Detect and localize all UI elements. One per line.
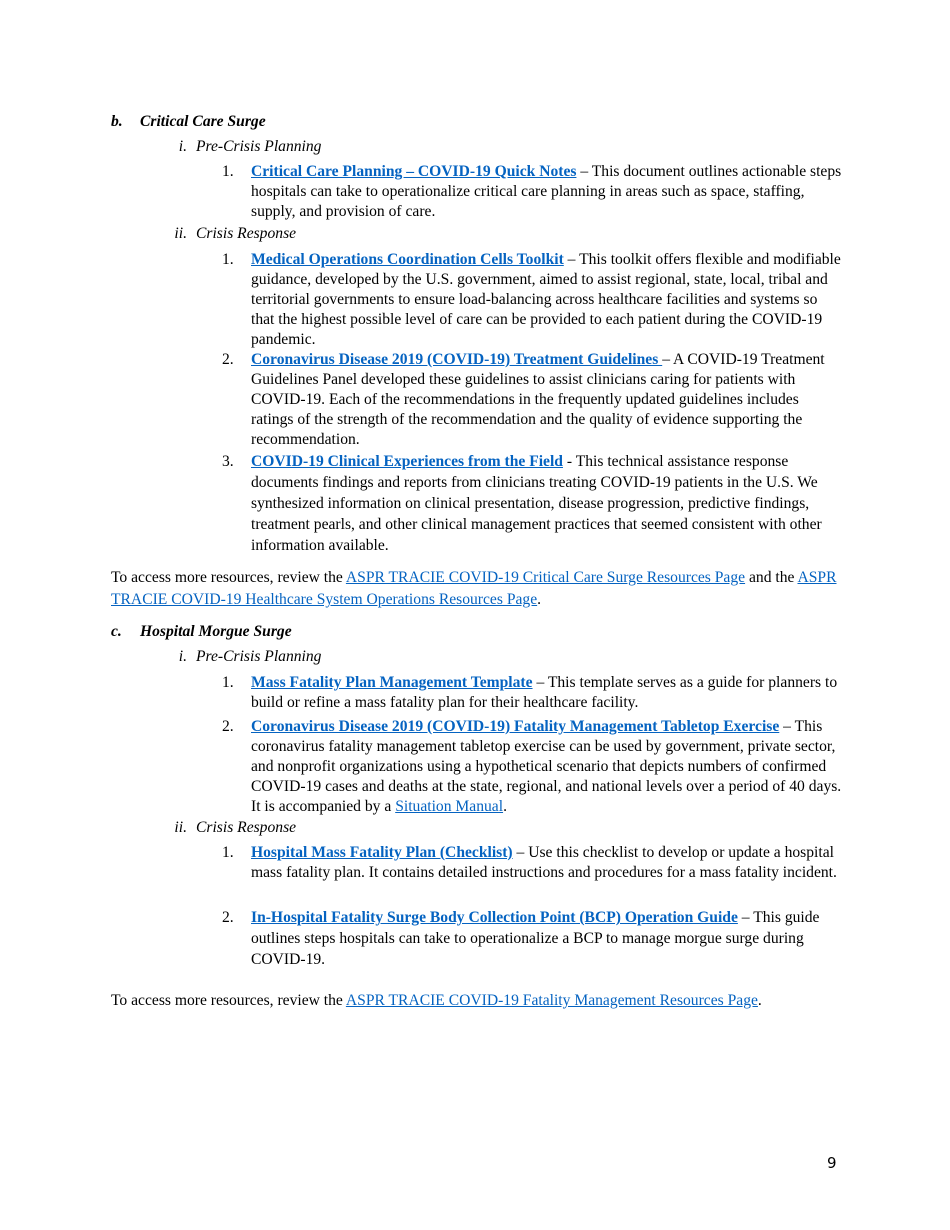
item-description: – A COVID-19 Treatment Guidelines Panel developed these guidelines to assist clinicians caring for patients with COVID-19. Each of the recommendations in the frequently updated guidelines includes ratings of the strength of the recommendation and the quality of evidence supporting the recommendation. <box>251 351 825 448</box>
item-description: – This toolkit offers flexible and modifiable guidance, developed by the U.S. government, aimed to assist regional, state, local, tribal and territorial governments to ensure load-balancing across healthcare facilities and systems so that the highest possible level of care can be provided to each patient during the COVID-19 pandemic. <box>251 251 841 348</box>
item-punctuation: . <box>503 797 507 815</box>
list-item <box>222 451 842 556</box>
list-number: 2. <box>222 909 234 926</box>
list-number: 1. <box>222 674 234 691</box>
page-number: 9 <box>827 1154 837 1172</box>
list-item <box>222 717 842 817</box>
sub-title: Pre-Crisis Planning <box>196 138 322 155</box>
list-item <box>222 162 842 222</box>
mass-fatality-template-link[interactable]: Mass Fatality Plan Management Template <box>251 674 533 691</box>
more-text: To access more resources, review the <box>111 569 346 586</box>
list-item <box>222 250 842 350</box>
list-number: 3. <box>222 453 234 470</box>
sub-marker: i. <box>178 138 187 155</box>
list-number: 2. <box>222 351 234 368</box>
section-c-sub-ii-heading <box>167 818 296 838</box>
item-description: – This document outlines actionable steps hospitals can take to operationalize critical care planning in areas such as space, staffing, supply, and provision of care. <box>251 163 842 220</box>
sub-title: Crisis Response <box>196 225 297 242</box>
situation-manual-link[interactable]: Situation Manual <box>395 797 504 815</box>
list-number: 2. <box>222 718 234 735</box>
list-item <box>222 907 842 970</box>
item-description: – This coronavirus fatality management tabletop exercise can be used by government, private sector, and nonprofit organizations using a hypothetical scenario that depicts numbers of confirmed COVID-19 cases and deaths at the state, regional, and national levels over a period of 40 days. It is accompanied by a <box>251 718 842 815</box>
bcp-operation-guide-link[interactable]: In-Hospital Fatality Surge Body Collection Point (BCP) Operation Guide <box>251 909 738 926</box>
treatment-guidelines-link[interactable]: Coronavirus Disease 2019 (COVID-19) Treatment Guidelines <box>251 351 663 368</box>
section-c-heading <box>111 622 292 642</box>
section-b-heading <box>111 112 266 132</box>
sub-marker: ii. <box>174 819 187 836</box>
section-b-more-resources <box>111 567 841 611</box>
section-b-title: Critical Care Surge <box>140 113 266 130</box>
item-description: - This technical assistance response documents findings and reports from clinicians treating COVID-19 patients in the U.S. We synthesized information on clinical presentation, disease progression, predictive findings, treatment pearls, and other clinical management practices that seemed consistent with other information available. <box>251 453 822 554</box>
list-item <box>222 673 842 713</box>
critical-care-surge-resources-link[interactable]: ASPR TRACIE COVID-19 Critical Care Surge Resources Page <box>345 569 746 586</box>
section-c-title: Hospital Morgue Surge <box>140 623 292 640</box>
clinical-experiences-link[interactable]: COVID-19 Clinical Experiences from the Field <box>251 453 563 470</box>
item-description: – This template serves as a guide for planners to build or refine a mass fatality plan for their healthcare facility. <box>251 674 838 711</box>
tabletop-exercise-link[interactable]: Coronavirus Disease 2019 (COVID-19) Fatality Management Tabletop Exercise <box>251 718 780 735</box>
list-number: 1. <box>222 844 234 861</box>
sub-marker: i. <box>178 648 187 665</box>
section-c-marker: c. <box>111 623 122 640</box>
healthcare-system-operations-link[interactable]: ASPR TRACIE COVID-19 Healthcare System Operations Resources Page <box>111 569 837 608</box>
critical-care-planning-link[interactable]: Critical Care Planning – COVID-19 Quick Notes <box>251 163 577 180</box>
mass-fatality-checklist-link[interactable]: Hospital Mass Fatality Plan (Checklist) <box>251 844 513 861</box>
item-description: – This guide outlines steps hospitals can take to operationalize a BCP to manage morgue surge during COVID-19. <box>251 909 820 968</box>
sub-marker: ii. <box>174 225 187 242</box>
list-number: 1. <box>222 163 234 180</box>
section-b-sub-ii-heading <box>167 224 296 244</box>
section-b-marker: b. <box>111 113 123 130</box>
sub-title: Pre-Crisis Planning <box>196 648 322 665</box>
section-c-more-resources <box>111 990 841 1012</box>
list-item <box>222 350 842 450</box>
sub-title: Crisis Response <box>196 819 297 836</box>
more-text: To access more resources, review the <box>111 992 346 1009</box>
mocc-toolkit-link[interactable]: Medical Operations Coordination Cells Toolkit <box>251 251 564 268</box>
section-b-sub-i-heading <box>167 137 321 157</box>
fatality-management-resources-link[interactable]: ASPR TRACIE COVID-19 Fatality Management Resources Page <box>345 992 758 1009</box>
section-c-sub-i-heading <box>167 647 321 667</box>
list-number: 1. <box>222 251 234 268</box>
more-text: . <box>757 992 762 1009</box>
list-item <box>222 843 842 883</box>
item-description: – Use this checklist to develop or update a hospital mass fatality plan. It contains detailed instructions and procedures for a mass fatality incident. <box>251 844 837 881</box>
more-text: and the <box>745 569 798 586</box>
more-text: . <box>537 591 542 608</box>
